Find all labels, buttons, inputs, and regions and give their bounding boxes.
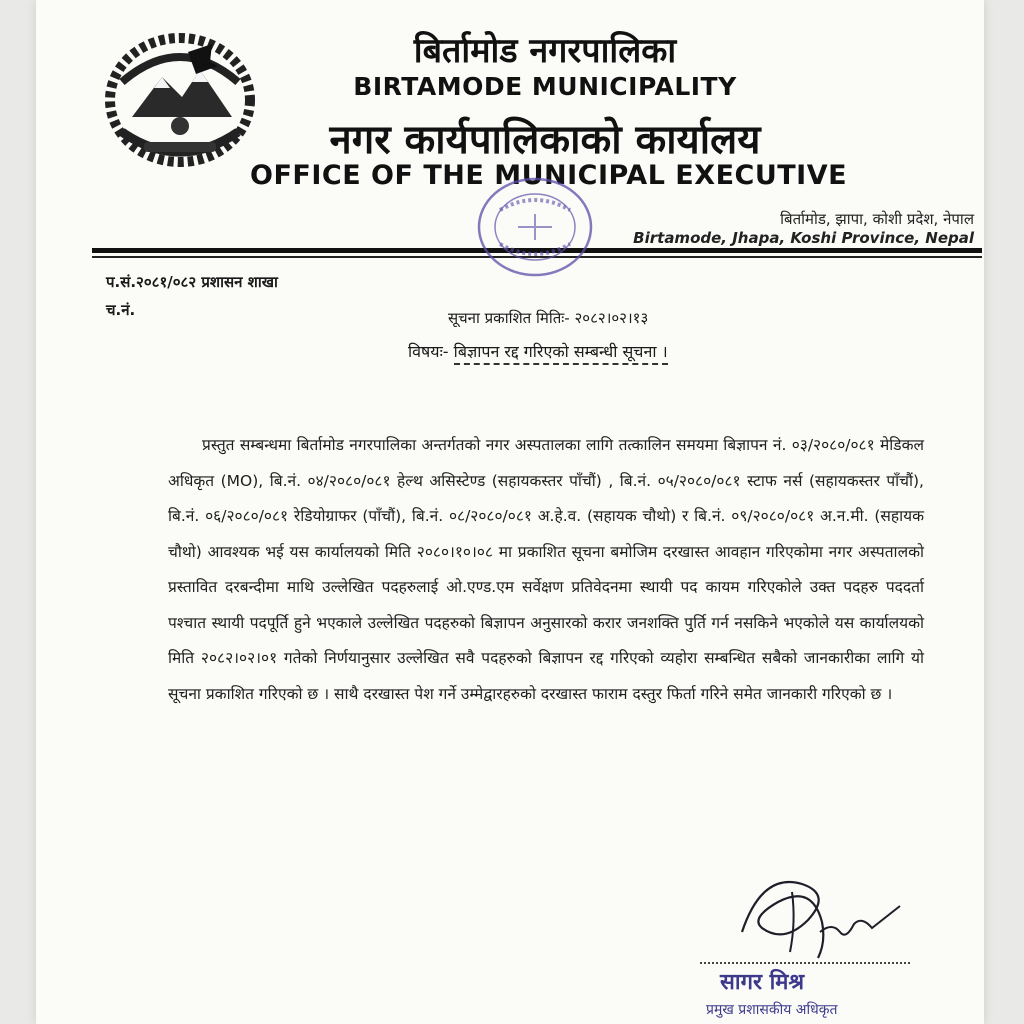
published-date: सूचना प्रकाशित मितिः- २०८२।०२।१३	[448, 309, 649, 327]
notice-body	[168, 428, 924, 712]
subject-text: बिज्ञापन रद्द गरिएको सम्बन्धी सूचना ।	[454, 342, 668, 365]
address-english: Birtamode, Jhapa, Koshi Province, Nepal	[633, 229, 974, 247]
office-seal-stamp-icon	[470, 172, 600, 282]
municipality-name-nepali: बिर्तामोड नगरपालिका	[413, 31, 677, 71]
notice-subject	[408, 340, 668, 362]
nepal-government-emblem-icon	[92, 22, 268, 178]
office-name-nepali: नगर कार्यपालिकाको कार्यालय	[329, 117, 761, 163]
handwritten-signature-icon	[722, 862, 912, 972]
office-name-english: OFFICE OF THE MUNICIPAL EXECUTIVE	[250, 160, 848, 191]
dispatch-number: च.नं.	[106, 301, 136, 319]
body-paragraph: प्रस्तुत सम्बन्धमा बिर्तामोड नगरपालिका अन्तर्गतको नगर अस्पतालका लागि तत्कालिन समयमा बिज्ञापन नं. ०३/२०८०/०८१ मेडिकल अधिकृत (MO), बि.नं. ०४/२०८०/०८१ हेल्थ असिस्टेण्ड (सहायकस्तर पाँचौं) , बि.नं. ०५/२०८०/०८१ स्टाफ नर्स (सहायकस्तर पाँचौं), बि.नं. ०६/२०८०/०८१ रेडियोग्राफर (पाँचौं), बि.नं. ०८/२०८०/०८१ अ.हे.व. (सहायक चौथो) र बि.नं. ०९/२०८०/०८१ अ.न.मी. (सहायक चौथो) आवश्यक भई यस कार्यालयको मिति २०८०।१०।०८ मा प्रकाशित सूचना बमोजिम दरखास्त आवहान गरिएकोमा नगर अस्पतालको प्रस्तावित दरबन्दीमा माथि उल्लेखित पदहरुलाई ओ.एण्ड.एम सर्वेक्षण प्रतिवेदनमा स्थायी पद कायम गरिएकोले उक्त पदहरु पददर्ता पश्चात स्थायी पदपूर्ति हुने भएकाले उल्लेखित पदहरुको बिज्ञापन अनुसारको करार जनशक्ति पुर्ति गर्न नसकिने भएकोले यस कार्यालयको मिति २०८२।०२।०१ गतेको निर्णयानुसार उल्लेखित सवै पदहरुको बिज्ञापन रद्द गरिएको व्यहोरा सम्बन्धित सबैको जानकारीका लागि यो सूचना प्रकाशित गरिएको छ । साथै दरखास्त पेश गर्ने उम्मेद्वारहरुको दरखास्त फाराम दस्तुर फिर्ता गरिने समेत जानकारी गरिएको छ ।	[168, 436, 924, 703]
address-nepali: बिर्तामोड, झापा, कोशी प्रदेश, नेपाल	[780, 210, 974, 228]
signatory-name: सागर मिश्र	[720, 970, 805, 995]
reference-number: प.सं.२०८१/०८२ प्रशासन शाखा	[106, 273, 278, 291]
signature-line	[700, 962, 910, 964]
signatory-title: प्रमुख प्रशासकीय अधिकृत	[706, 1002, 838, 1018]
municipality-name-english: BIRTAMODE MUNICIPALITY	[353, 72, 737, 101]
subject-label: विषयः-	[408, 342, 449, 361]
